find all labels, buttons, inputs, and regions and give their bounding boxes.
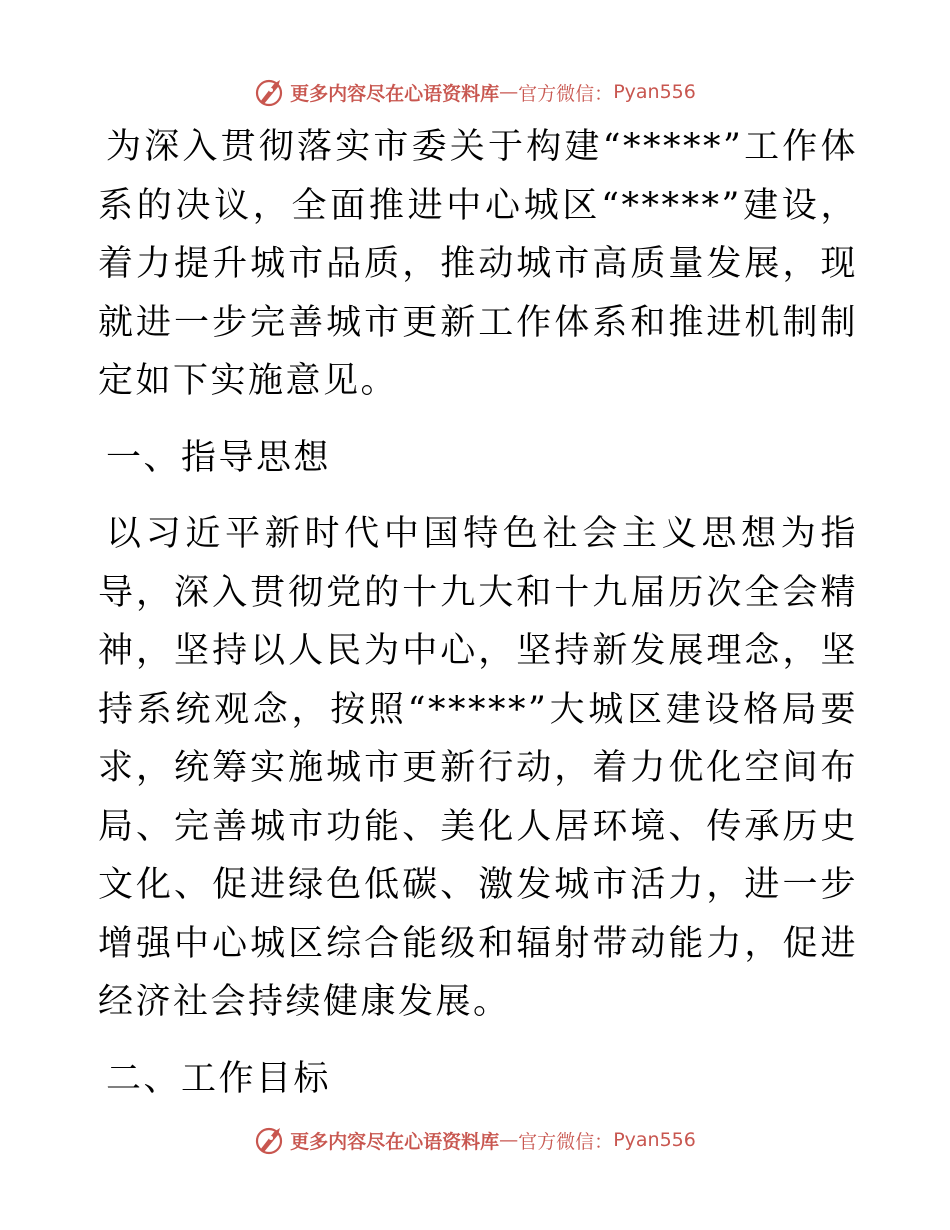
footer-watermark bbox=[0, 1120, 950, 1160]
section-heading-work-goals: 二、工作目标 bbox=[106, 1058, 332, 1099]
watermark-wechat-id: Pyan556 bbox=[613, 1129, 696, 1151]
section-heading-guiding-ideology: 一、指导思想 bbox=[106, 437, 332, 478]
spacer bbox=[98, 1032, 858, 1050]
spacer bbox=[98, 411, 858, 429]
watermark-dash: — bbox=[499, 1129, 519, 1151]
watermark-main-text: 更多内容尽在心语资料库 bbox=[290, 1130, 500, 1153]
watermark-dash: — bbox=[499, 81, 519, 103]
watermark-sub-text: 官方微信： bbox=[518, 82, 614, 105]
pen-nib-logo-icon bbox=[254, 76, 286, 108]
spacer bbox=[98, 487, 858, 505]
watermark-main-text: 更多内容尽在心语资料库 bbox=[290, 82, 500, 105]
guiding-ideology-paragraph: 以习近平新时代中国特色社会主义思想为指导，深入贯彻党的十九大和十九届历次全会精神，坚持以人民为中心，坚持新发展理念，坚持系统观念，按照“*****”大城区建设格局要求，统筹实施城市更新行动，着力优化空间布局、完善城市功能、美化人居环境、传承历史文化、促进绿色低碳、激发城市活力，进一步增强中心城区综合能级和辐射带动能力，促进经济社会持续健康发展。 bbox=[98, 514, 858, 1022]
watermark-wechat-id: Pyan556 bbox=[613, 81, 696, 103]
intro-paragraph: 为深入贯彻落实市委关于构建“*****”工作体系的决议，全面推进中心城区“*****”建设，着力提升城市品质，推动城市高质量发展，现就进一步完善城市更新工作体系和推进机制制定如下实施意见。 bbox=[98, 127, 858, 401]
document-body bbox=[98, 118, 858, 1108]
header-watermark bbox=[0, 72, 950, 112]
watermark-sub-text: 官方微信： bbox=[518, 1130, 614, 1153]
pen-nib-logo-icon bbox=[254, 1124, 286, 1156]
